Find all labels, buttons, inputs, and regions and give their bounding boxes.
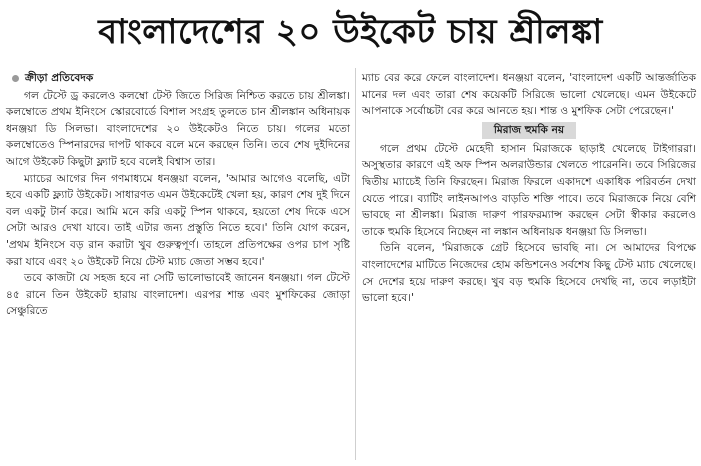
left-column <box>6 70 350 320</box>
headline: বাংলাদেশের ২০ উইকেট চায় শ্রীলঙ্কা <box>98 12 603 52</box>
paragraph: ম্যাচের আগের দিন গণমাধ্যমে ধনঞ্জয়া বলেন, 'আমার আগেও বলেছি, এটা হবে একটি ফ্ল্যাট উইকেট। সাধারণত এমন উইকেটেই খেলা হয়, কারণ শেষ দুই দিনে বল একটু টার্ন করে। আমি মনে করি একটু স্পিন থাকবে, হয়তো শেষ দিকে এসে সেটা আরও দেখা যাবে। তাই এটার জন্য প্রস্তুতি নিতে হবে।' তিনি যোগ করেন, 'প্রথম ইনিংসে বড় রান করাটা খুব গুরুত্বপূর্ণ। তাহলে প্রতিপক্ষের ওপর চাপ সৃষ্টি করা যাবে এবং ২০ উইকেট নিয়ে টেস্ট ম্যাচ জেতা সম্ভব হবে।' <box>6 172 350 268</box>
subhead-wrap <box>362 122 696 139</box>
subheading: মিরাজ হুমকি নয় <box>482 122 576 139</box>
bullet-icon <box>12 75 19 82</box>
byline-row <box>6 70 350 87</box>
paragraph: তবে কাজটা যে সহজ হবে না সেটি ভালোভাবেই জানেন ধনঞ্জয়া। গল টেস্টে ৪৫ রানে তিন উইকেট হারায় বাংলাদেশ। এরপর শান্ত এবং মুশফিকের জোড়া সেঞ্চুরিতে <box>6 272 350 318</box>
paragraph: ম্যাচ বের করে ফেলে বাংলাদেশ। ধনঞ্জয়া বলেন, 'বাংলাদেশ একটি আন্তর্জাতিক মানের দল এবং তারা শেষ কয়েকটি সিরিজে ভালো খেলেছে। এমন উইকেটে আপনাকে সর্বোচ্চটা বের করে আনতে হয়। শান্ত ও মুশফিক সেটা পেরেছেন।' <box>362 72 696 118</box>
byline: ক্রীড়া প্রতিবেদক <box>25 72 94 84</box>
right-column <box>362 70 696 307</box>
column-divider <box>355 68 356 460</box>
paragraph: গল টেস্টে ড্র করলেও কলম্বো টেস্ট জিতে সিরিজ নিশ্চিত করতে চায় শ্রীলঙ্কা। কলম্বোতে প্রথম ইনিংসে স্কোরবোর্ডে বিশাল সংগ্রহ তুলতে চান শ্রীলঙ্কান অধিনায়ক ধনঞ্জয়া ডি সিলভা। বাংলাদেশের ২০ উইকেটও নিতে চায়। গলের মতো কলম্বোতেও স্পিনারদের দাপট থাকবে বলে মনে করছেন তিনি। তবে শেষ দুইদিনের আগে উইকেট কিছুটা ফ্ল্যাট হবে বলেই বিশ্বাস তার। <box>6 89 350 168</box>
paragraph: তিনি বলেন, 'মিরাজকে গ্রেট হিসেবে ভাবছি না। সে আমাদের বিপক্ষে বাংলাদেশের মাটিতে নিজেদের হোম কন্ডিশনেও সর্বশেষ কিছু টেস্ট ম্যাচ খেলেছে। সে দেশের হয়ে দারুণ করছে। খুব বড় হুমকি হিসেবে দেখছি না, তবে লড়াইটা ভালো হবে।' <box>362 242 696 305</box>
paragraph: গলে প্রথম টেস্টে মেহেদী হাসান মিরাজকে ছাড়াই খেলেছে টাইগাররা। অসুস্থতার কারণে এই অফ স্পিন অলরাউন্ডার খেলতে পারেননি। তবে সিরিজের দ্বিতীয় ম্যাচেই তিনি ফিরছেন। মিরাজ ফিরলে একাদশে একাধিক পরিবর্তন দেখা যেতে পারে। ব্যাটিং লাইনআপও বাড়তি শক্তি পাবে। তবে মিরাজকে নিয়ে বেশি ভাবছে না শ্রীলঙ্কা। মিরাজ দারুণ পারফরম্যান্স করছেন সেটা স্বীকার করলেও তাকে হুমকি হিসেবে নিচ্ছেন না লঙ্কান অধিনায়ক ধনঞ্জয়া ডি সিলভা। <box>362 142 696 238</box>
